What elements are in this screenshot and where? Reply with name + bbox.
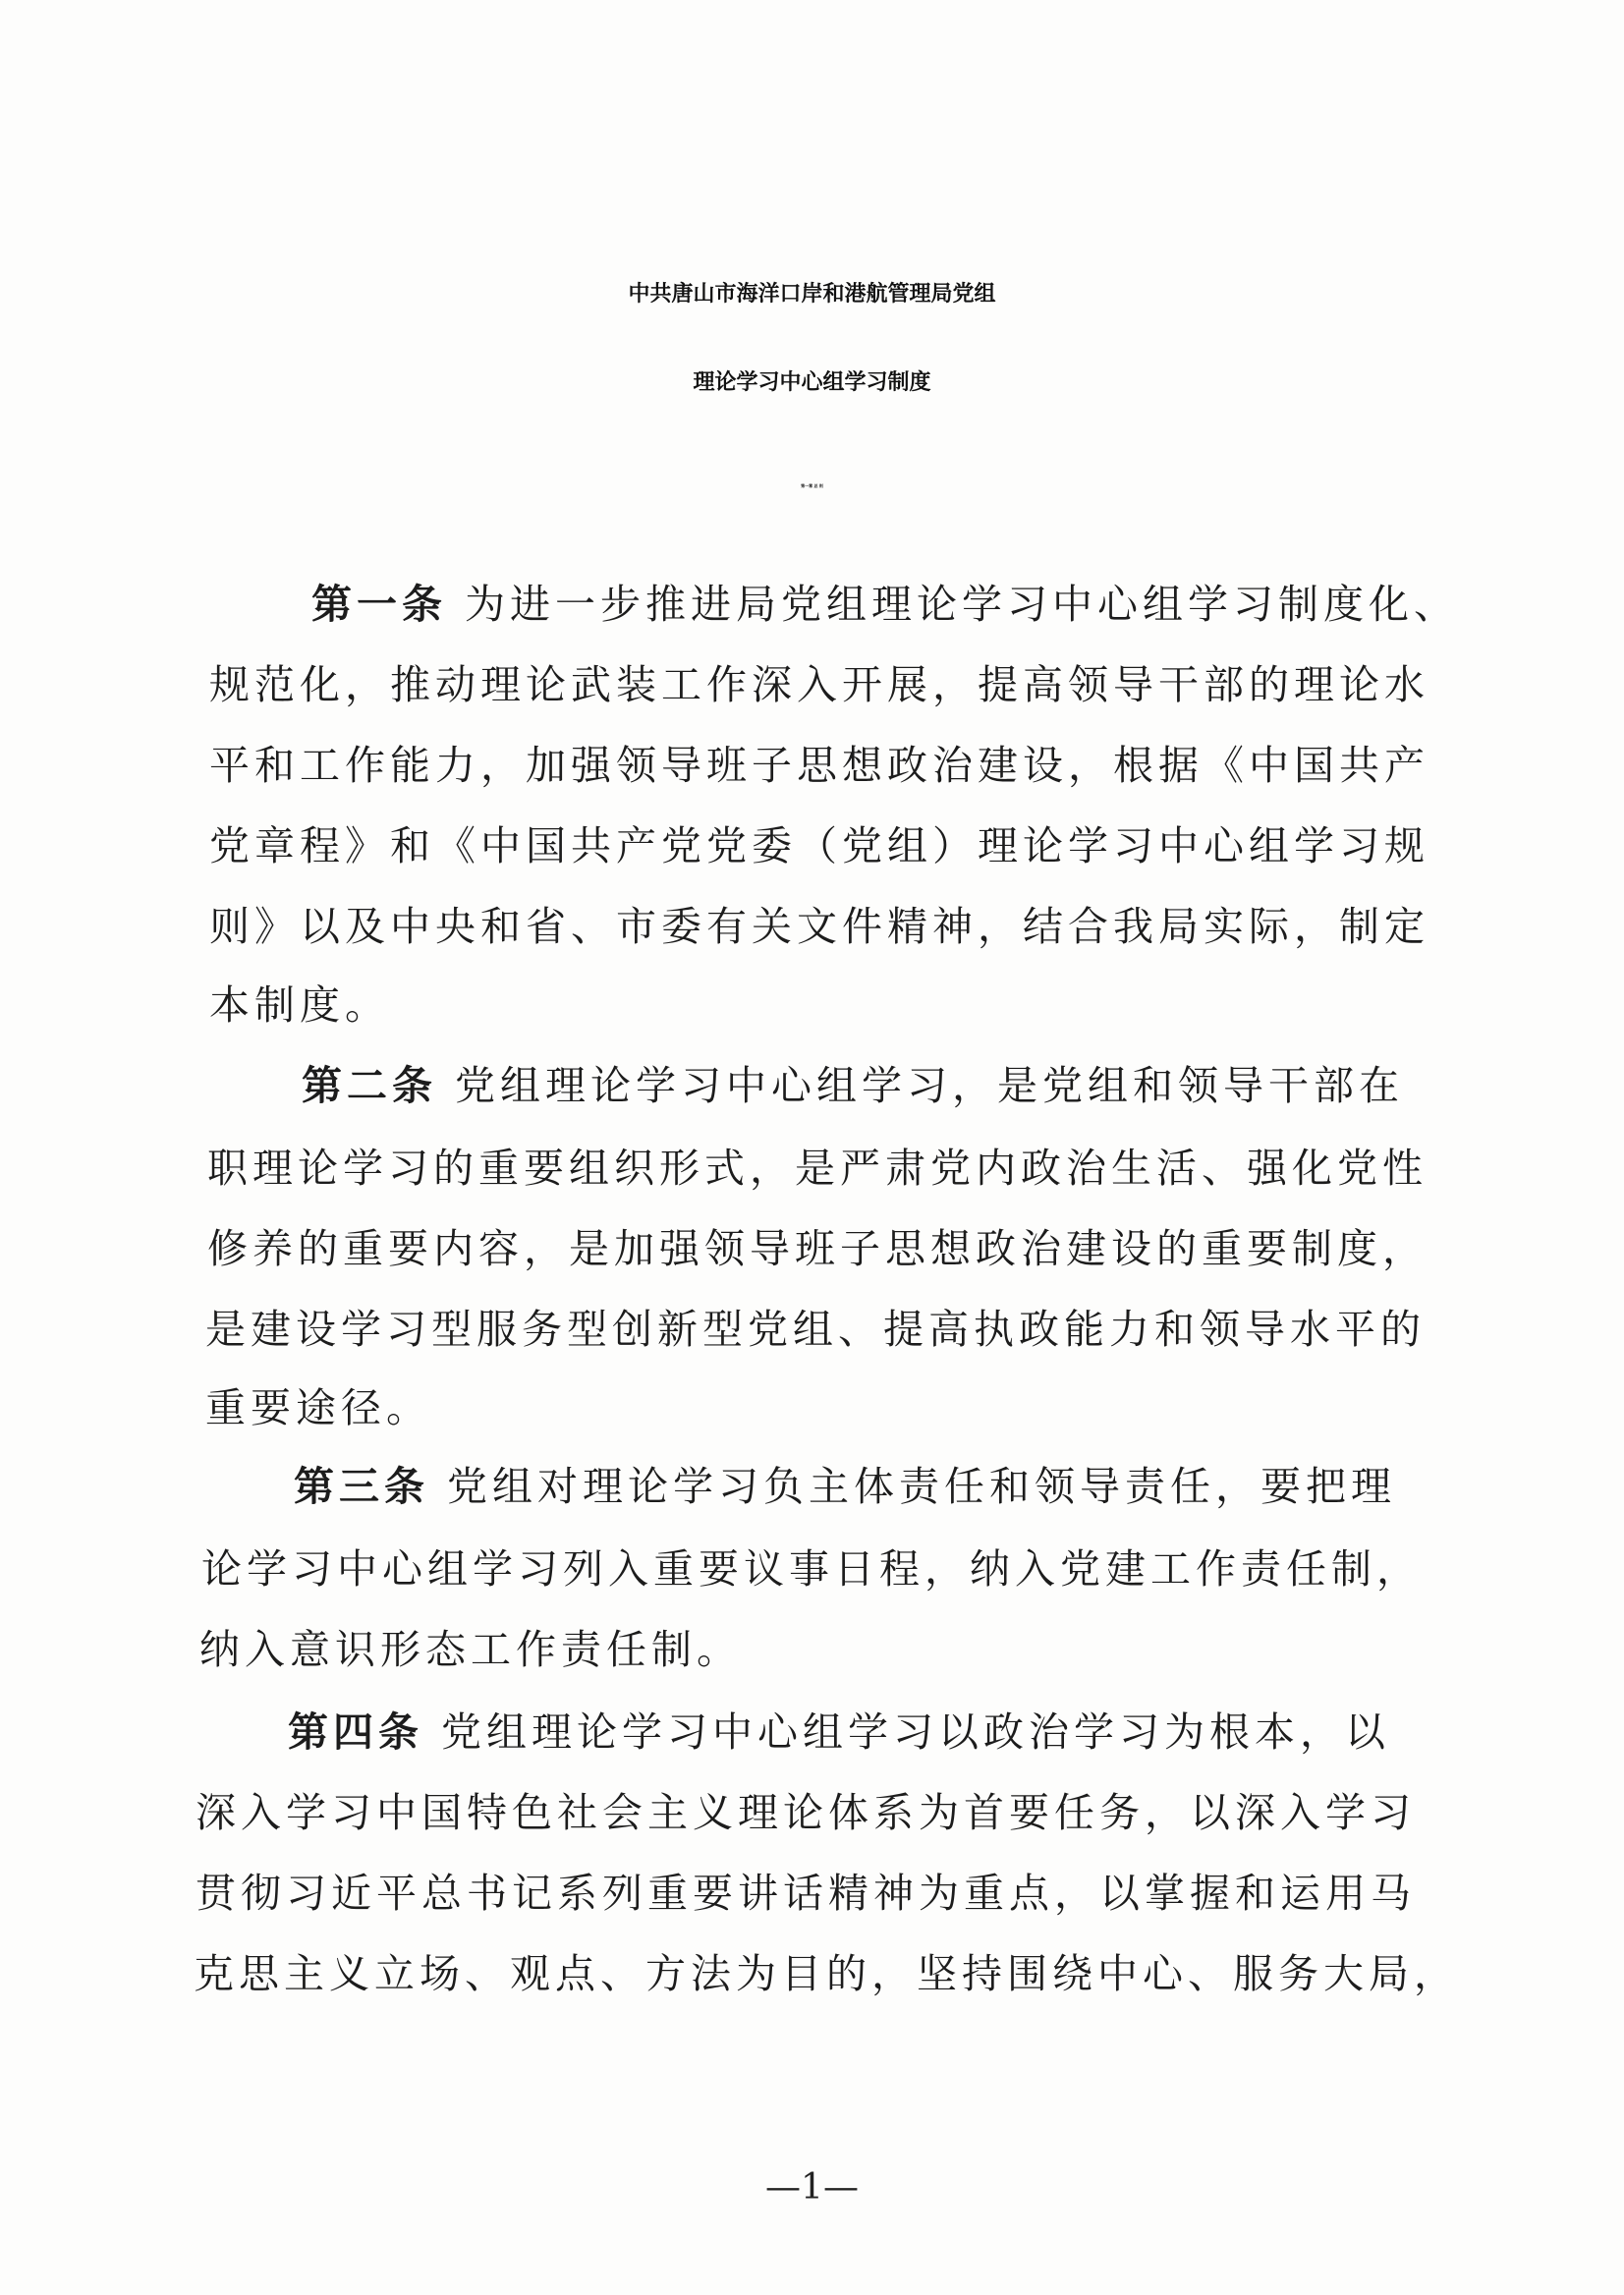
article-1-first-line (311, 572, 1459, 630)
article-3-first-line (294, 1454, 1396, 1512)
article-3-label: 第三条 (294, 1463, 429, 1510)
article-4-label: 第四条 (288, 1708, 423, 1756)
article-text: 党组理论学习中心组学习以政治学习为根本，以 (441, 1708, 1391, 1756)
article-text: 是建设学习型服务型创新型党组、提高执政能力和领导水平的 (205, 1306, 1426, 1353)
article-2-label: 第二条 (302, 1062, 437, 1109)
article-text: 贯彻习近平总书记系列重要讲话精神为重点，以掌握和运用马 (196, 1870, 1416, 1917)
article-text: 纳入意识形态工作责任制。 (199, 1626, 742, 1673)
article-text: 修养的重要内容，是加强领导班子思想政治建设的重要制度， (207, 1225, 1428, 1272)
article-text: 党组对理论学习负主体责任和领导责任，要把理 (447, 1463, 1397, 1510)
article-text: 平和工作能力，加强领导班子思想政治建设，根据《中国共产 (209, 742, 1429, 789)
article-text: 则》以及中央和省、市委有关文件精神，结合我局实际，制定 (209, 903, 1429, 950)
article-text: 为进一步推进局党组理论学习中心组学习制度化、 (465, 581, 1460, 628)
article-2-first-line (302, 1053, 1404, 1111)
article-text: 重要途径。 (205, 1384, 431, 1431)
article-text: 论学习中心组学习列入重要议事日程，纳入党建工作责任制， (201, 1545, 1422, 1593)
article-4-first-line (288, 1700, 1390, 1758)
article-1-label: 第一条 (311, 581, 447, 628)
article-text: 党章程》和《中国共产党党委（党组）理论学习中心组学习规 (209, 822, 1429, 869)
document-title-line-1: 中共唐山市海洋口岸和港航管理局党组 (628, 281, 996, 307)
chapter-heading: 第一章 总 则 (801, 483, 823, 488)
article-text: 规范化，推动理论武装工作深入开展，提高领导干部的理论水 (209, 661, 1429, 708)
page-number: —1— (765, 2167, 859, 2208)
article-text: 深入学习中国特色社会主义理论体系为首要任务，以深入学习 (196, 1789, 1416, 1836)
article-text: 本制度。 (209, 981, 390, 1029)
article-text: 党组理论学习中心组学习，是党组和领导干部在 (455, 1062, 1405, 1109)
document-title-line-2: 理论学习中心组学习制度 (693, 369, 931, 395)
article-text: 职理论学习的重要组织形式，是严肃党内政治生活、强化党性 (207, 1145, 1428, 1192)
article-text: 克思主义立场、观点、方法为目的，坚持围绕中心、服务大局， (194, 1950, 1459, 1997)
